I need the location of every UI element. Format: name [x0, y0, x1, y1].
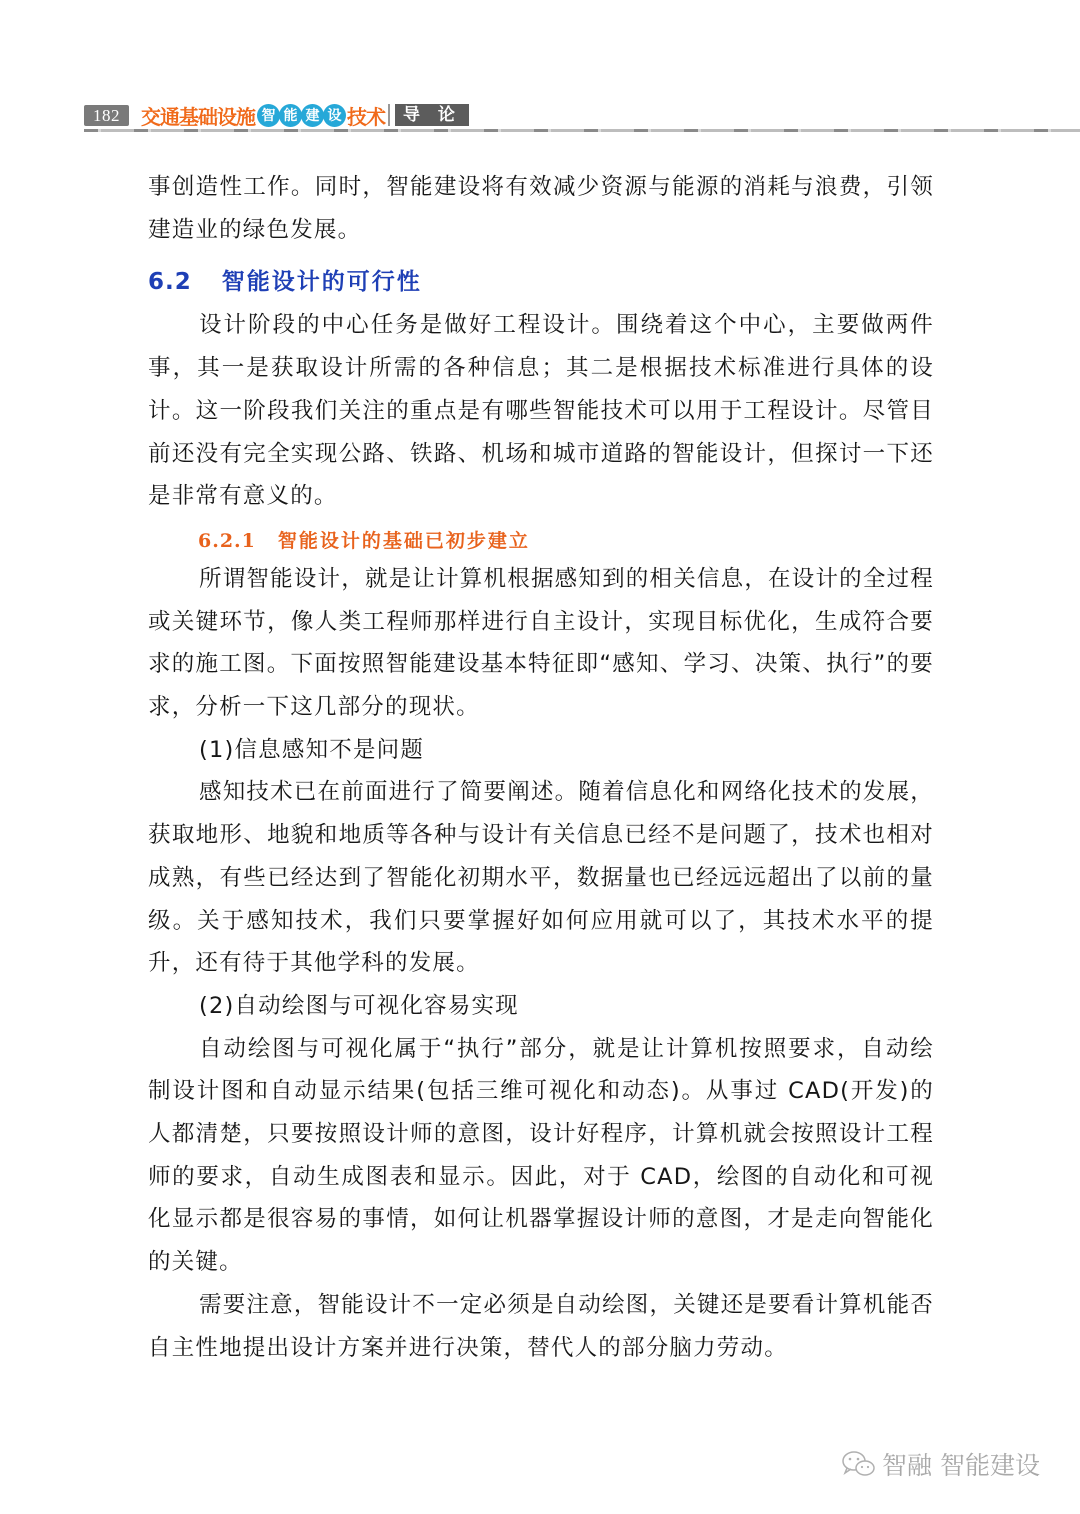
circled-char: 智: [257, 104, 280, 127]
item-heading: (2)自动绘图与可视化容易实现: [199, 992, 519, 1019]
chapter-tag: 导 论: [395, 104, 469, 126]
paragraph: 自动绘图与可视化属于“执行”部分，就是让计算机按照要求，自动绘制设计图和自动显示结果(包括三维可视化和动态)。从事过 CAD(开发)的人都清楚，只要按照设计师的意图，设计好程序，计算机就会按照设计工程师的要求，自动生成图表和显示。因此，对于 CAD，绘图的自动化和可视化显示都是很容易的事情，如何让机器掌握设计师的意图，才是走向智能化的关键。: [148, 1035, 934, 1276]
section-heading: [148, 262, 934, 302]
circled-char: 建: [301, 104, 324, 127]
book-title-circled: [257, 104, 345, 127]
page-number: 182: [84, 105, 129, 126]
paragraph: 所谓智能设计，就是让计算机根据感知到的相关信息，在设计的全过程或关键环节，像人类工程师那样进行自主设计，实现目标优化，生成符合要求的施工图。下面按照智能建设基本特征即“感知、学习、决策、执行”的要求，分析一下这几部分的现状。: [148, 565, 934, 721]
watermark-text: 智融 智能建设: [882, 1451, 1040, 1480]
page-content: [148, 166, 934, 1369]
subsection-heading: [198, 524, 934, 558]
paragraph: 需要注意，智能设计不一定必须是自动绘图，关键还是要看计算机能否自主性地提出设计方案并进行决策，替代人的部分脑力劳动。: [148, 1291, 934, 1361]
circled-char: 能: [279, 104, 302, 127]
paragraph: 事创造性工作。同时，智能建设将有效减少资源与能源的消耗与浪费，引领建造业的绿色发展。: [148, 174, 934, 243]
watermark: [840, 1446, 1040, 1482]
header-divider: [388, 104, 390, 126]
section-number: 6.2: [148, 269, 192, 296]
section-title: 智能设计的可行性: [221, 269, 422, 296]
paragraph: 设计阶段的中心任务是做好工程设计。围绕着这个中心，主要做两件事，其一是获取设计所需的各种信息；其二是根据技术标准进行具体的设计。这一阶段我们关注的重点是有哪些智能技术可以用于工程设计。尽管目前还没有完全实现公路、铁路、机场和城市道路的智能设计，但探讨一下还是非常有意义的。: [148, 312, 934, 510]
paragraph: 感知技术已在前面进行了简要阐述。随着信息化和网络化技术的发展，获取地形、地貌和地质等各种与设计有关信息已经不是问题了，技术也相对成熟，有些已经达到了智能化初期水平，数据量也已经远远超出了以前的量级。关于感知技术，我们只要掌握好如何应用就可以了，其技术水平的提升，还有待于其他学科的发展。: [148, 779, 934, 977]
header-rule: [84, 129, 1080, 132]
running-header: [84, 101, 469, 129]
subsection-title: 智能设计的基础已初步建立: [277, 529, 530, 552]
wechat-icon: [840, 1449, 876, 1479]
circled-char: 设: [323, 104, 346, 127]
subsection-number: 6.2.1: [198, 529, 256, 552]
item-heading: (1)信息感知不是问题: [199, 736, 425, 763]
book-title-prefix: 交通基础设施: [141, 104, 255, 129]
book-title-suffix: 技术: [347, 104, 385, 129]
